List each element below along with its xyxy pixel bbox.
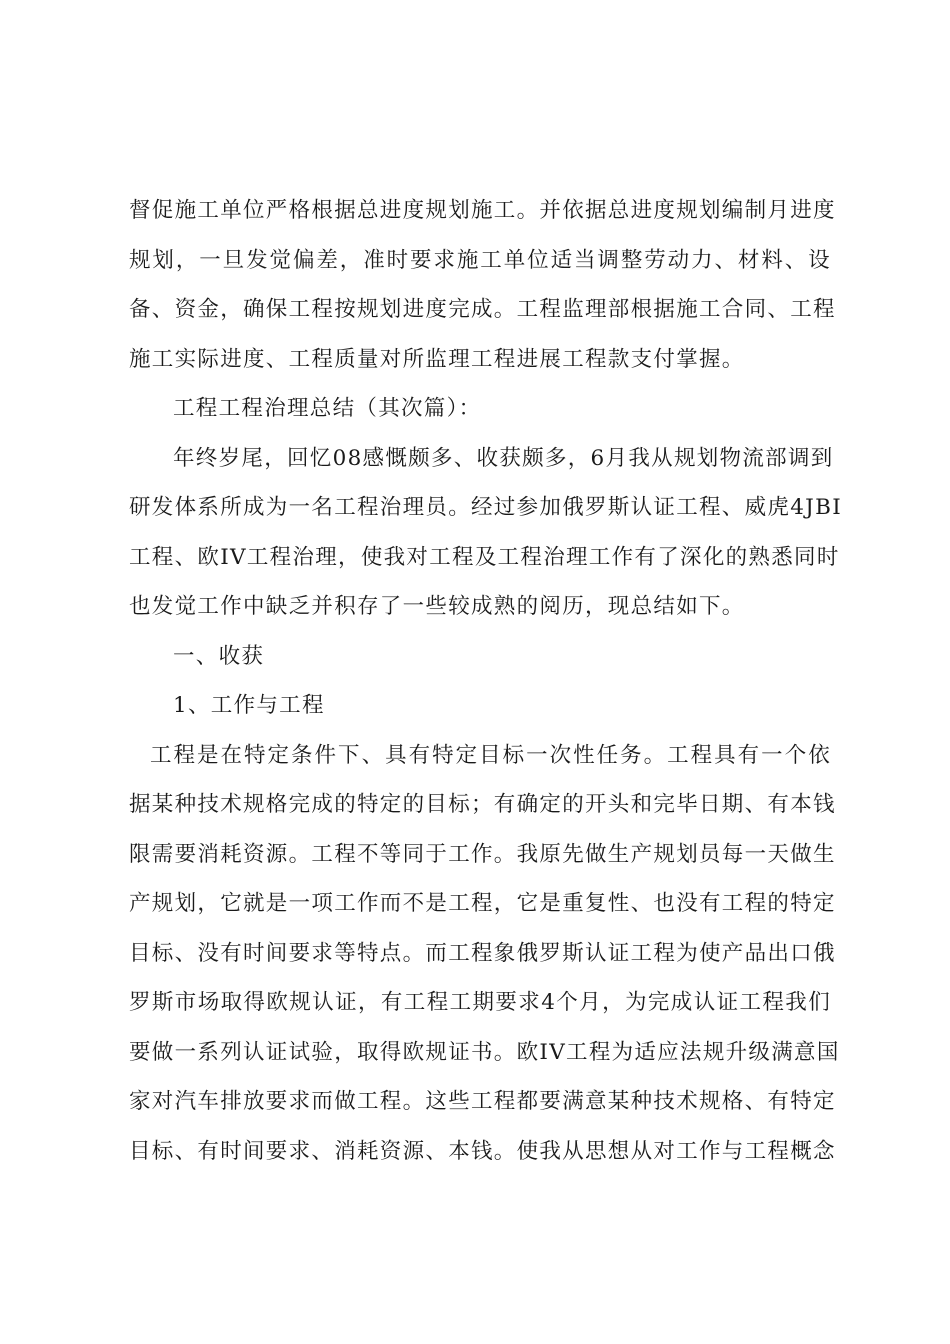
heading-harvest: 一、收获 (173, 643, 265, 669)
paragraph-line: 施工实际进度、工程质量对所监理工程进展工程款支付掌握。 (129, 346, 745, 372)
document-body (129, 186, 842, 1176)
paragraph-line: 工程、欧IV工程治理，使我对工程及工程治理工作有了深化的熟悉同时 (129, 544, 840, 570)
paragraph-line: 督促施工单位严格根据总进度规划施工。并依据总进度规划编制月进度 (129, 198, 836, 223)
paragraph-line: 要做一系列认证试验，取得欧规证书。欧IV工程为适应法规升级满意国 (129, 1039, 840, 1065)
paragraph-line: 据某种技术规格完成的特定的目标；有确定的开头和完毕日期、有本钱 (129, 792, 836, 817)
paragraph-line: 研发体系所成为一名工程治理员。经过参加俄罗斯认证工程、威虎4JBI (129, 495, 842, 520)
paragraph-line: 目标、有时间要求、消耗资源、本钱。使我从思想从对工作与工程概念 (129, 1138, 836, 1164)
paragraph-line: 备、资金，确保工程按规划进度完成。工程监理部根据施工合同、工程 (129, 297, 836, 322)
paragraph-line: 工程是在特定条件下、具有特定目标一次性任务。工程具有一个依 (150, 742, 831, 768)
paragraph-line: 家对汽车排放要求而做工程。这些工程都要满意某种技术规格、有特定 (129, 1089, 836, 1114)
paragraph-line: 年终岁尾，回忆08感慨颇多、收获颇多，6月我从规划物流部调到 (173, 445, 834, 471)
paragraph-line: 产规划，它就是一项工作而不是工程，它是重复性、也没有工程的特定 (129, 891, 836, 916)
heading-work-and-project: 1、工作与工程 (173, 693, 325, 718)
section-title: 工程工程治理总结（其次篇）： (173, 396, 482, 421)
paragraph-line: 规划，一旦发觉偏差，准时要求施工单位适当调整劳动力、材料、设 (129, 247, 831, 273)
paragraph-line: 也发觉工作中缺乏并积存了一些较成熟的阅历，现总结如下。 (129, 594, 745, 619)
paragraph-line: 限需要消耗资源。工程不等同于工作。我原先做生产规划员每一天做生 (129, 841, 836, 867)
paragraph-line: 罗斯市场取得欧规认证，有工程工期要求4个月，为完成认证工程我们 (129, 990, 831, 1015)
paragraph-line: 目标、没有时间要求等特点。而工程象俄罗斯认证工程为使产品出口俄 (129, 940, 836, 966)
